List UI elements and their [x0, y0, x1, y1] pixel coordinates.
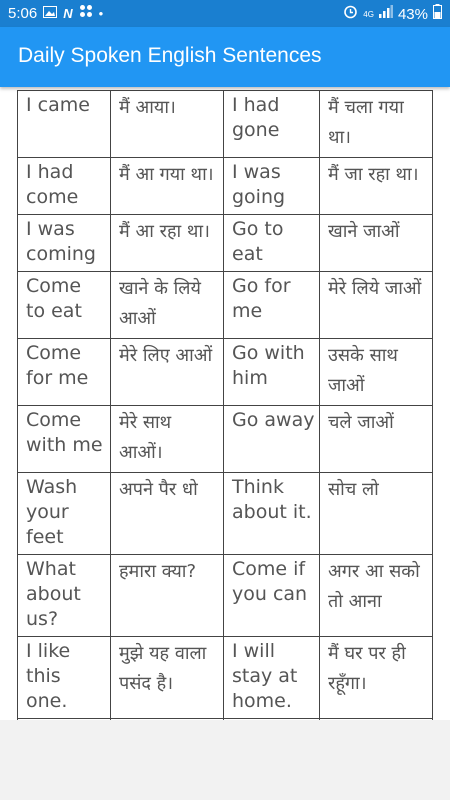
- hindi-sentence-cell: मेरे साथ आओं।: [111, 406, 224, 473]
- table-row: [18, 339, 433, 406]
- hindi-sentence-cell: अगर आ सको तो आना: [320, 555, 433, 637]
- hindi-sentence-cell: अपने पैर धो: [111, 473, 224, 555]
- sentence-list-view[interactable]: [0, 87, 450, 720]
- status-right: [343, 4, 442, 24]
- app-bar: [0, 27, 450, 87]
- hindi-sentence-cell: खाने जाओं: [320, 215, 433, 272]
- alarm-icon: [343, 4, 358, 24]
- table-row: [18, 406, 433, 473]
- table-row: [18, 272, 433, 339]
- signal-icon: [379, 5, 393, 23]
- table-row: [18, 158, 433, 215]
- dot-icon: •: [98, 5, 104, 21]
- english-sentence-cell: Come with me: [18, 406, 111, 473]
- hindi-sentence-cell: मैं घर पर ही रहूँगा।: [320, 637, 433, 719]
- english-sentence-cell: I was coming: [18, 215, 111, 272]
- battery-level: 43%: [397, 5, 428, 23]
- hindi-sentence-cell: सोच लो: [320, 473, 433, 555]
- english-sentence-cell: Come to eat: [18, 272, 111, 339]
- english-sentence-cell: Go away: [224, 406, 320, 473]
- n-icon: N: [63, 5, 73, 21]
- english-sentence-cell: Go with him: [224, 339, 320, 406]
- hindi-sentence-cell: मैं जा रहा था।: [320, 158, 433, 215]
- english-sentence-cell: Think about it.: [224, 473, 320, 555]
- hindi-sentence-cell: मुझे यह वाला पसंद है।: [111, 637, 224, 719]
- table-row: [18, 637, 433, 719]
- english-sentence-cell: I came: [18, 91, 111, 158]
- hindi-sentence-cell: खाने के लिये आओं: [111, 272, 224, 339]
- english-sentence-cell: I had gone: [224, 91, 320, 158]
- english-sentence-cell: Go for me: [224, 272, 320, 339]
- hindi-sentence-cell: हमारा क्या?: [111, 555, 224, 637]
- english-sentence-cell: I like this one.: [18, 637, 111, 719]
- hindi-sentence-cell: मेरे लिए आओं: [111, 339, 224, 406]
- english-sentence-cell: I will stay at home.: [224, 637, 320, 719]
- english-sentence-cell: I was going: [224, 158, 320, 215]
- table-row: [18, 215, 433, 272]
- hindi-sentence-cell: मैं आया।: [111, 91, 224, 158]
- hindi-sentence-cell: चले जाओं: [320, 406, 433, 473]
- english-sentence-cell: Wash your feet: [18, 473, 111, 555]
- app-title: Daily Spoken English Sentences: [18, 44, 322, 67]
- apps-icon: [79, 4, 93, 23]
- table-row: [18, 473, 433, 555]
- status-time: 5:06: [8, 5, 38, 22]
- english-sentence-cell: Come for me: [18, 339, 111, 406]
- hindi-sentence-cell: मेरे लिये जाओं: [320, 272, 433, 339]
- hindi-sentence-cell: मैं चला गया था।: [320, 91, 433, 158]
- hindi-sentence-cell: उसके साथ जाओं: [320, 339, 433, 406]
- status-bar: [0, 0, 450, 27]
- sentence-table: [17, 90, 433, 786]
- image-icon: [43, 5, 57, 23]
- battery-icon: [433, 4, 442, 24]
- hindi-sentence-cell: मैं आ रहा था।: [111, 215, 224, 272]
- english-sentence-cell: Go to eat: [224, 215, 320, 272]
- english-sentence-cell: What about us?: [18, 555, 111, 637]
- table-row: [18, 555, 433, 637]
- table-row: [18, 91, 433, 158]
- status-left: [8, 4, 103, 23]
- english-sentence-cell: Come if you can: [224, 555, 320, 637]
- bottom-blank-area: [0, 720, 450, 800]
- hindi-sentence-cell: मैं आ गया था।: [111, 158, 224, 215]
- network-type: 4G: [363, 9, 374, 19]
- english-sentence-cell: I had come: [18, 158, 111, 215]
